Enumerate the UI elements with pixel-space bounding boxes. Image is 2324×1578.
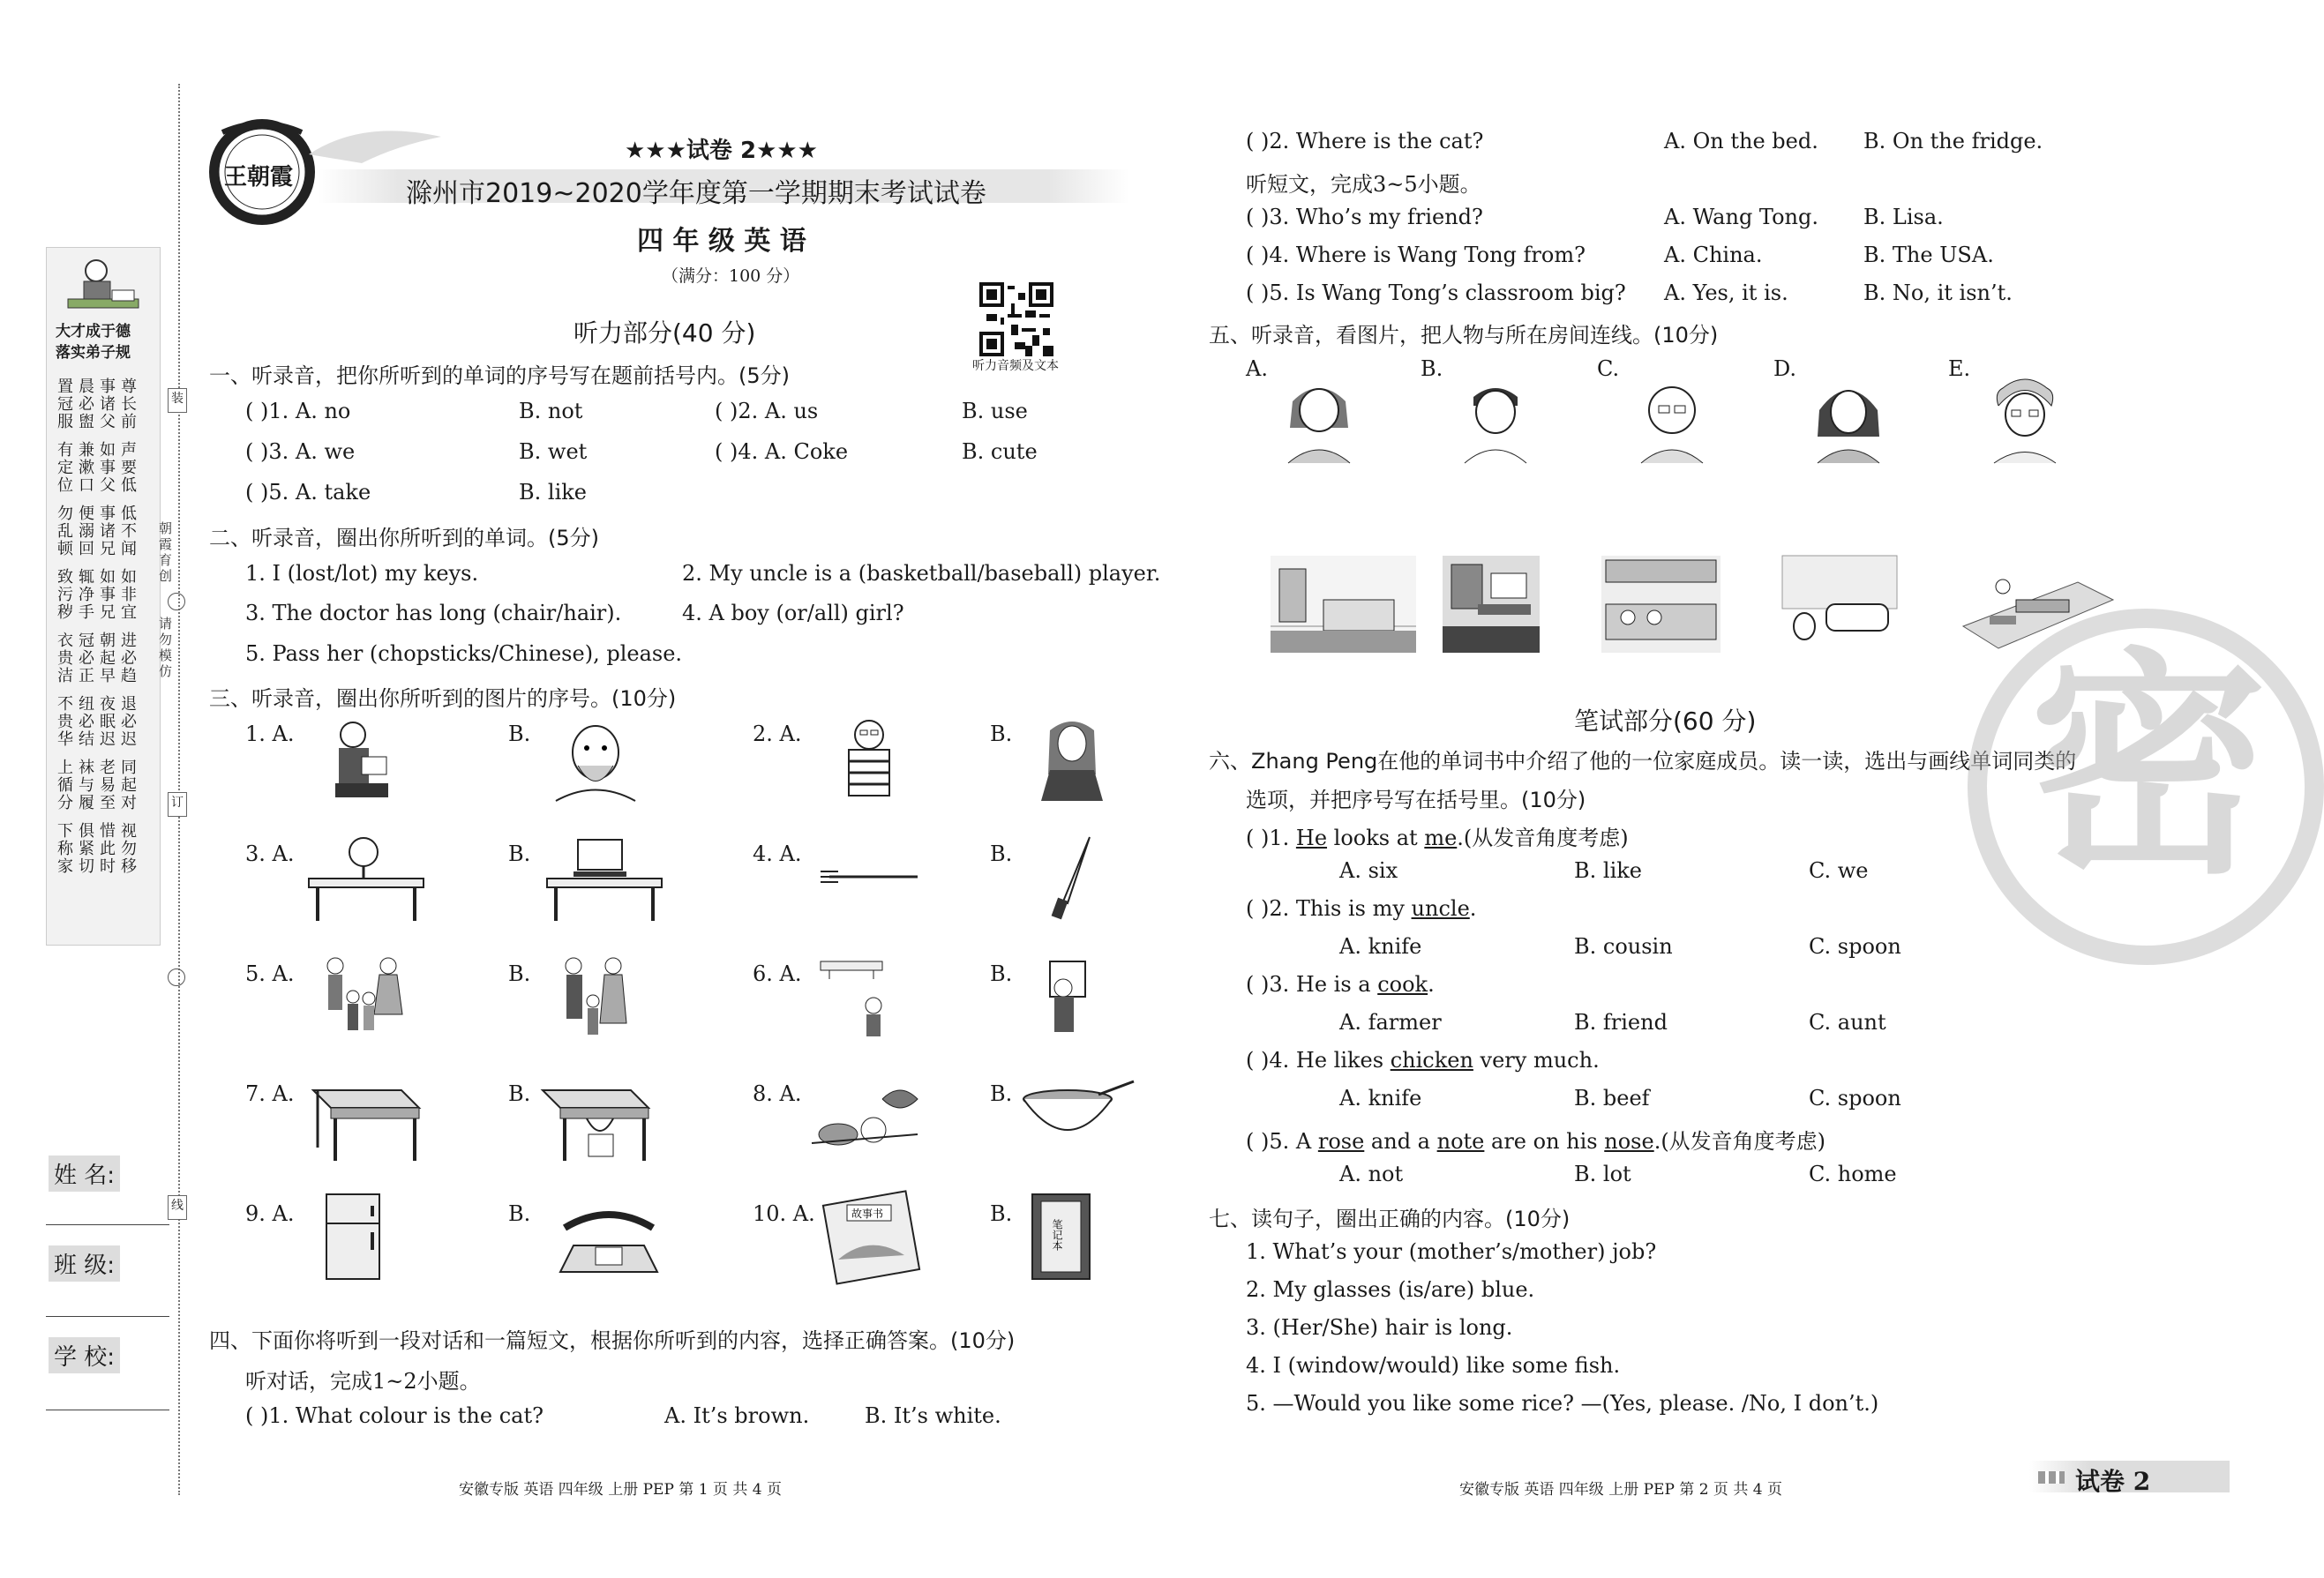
study-picture[interactable] <box>1443 556 1540 653</box>
logo-text: 王朝霞 <box>224 164 294 191</box>
s3-label: 8. A. <box>753 1081 802 1106</box>
s4-q4-a: A. China. <box>1664 243 1763 267</box>
s4-q5: ( )5. Is Wang Tong’s classroom big? <box>1246 280 1626 305</box>
s3-label: B. <box>990 841 1013 866</box>
s4-q3-a: A. Wang Tong. <box>1664 205 1818 229</box>
s3-label: 10. A. <box>753 1201 815 1226</box>
notebook-picture[interactable] <box>1023 1193 1103 1281</box>
full-score: （满分：100 分） <box>662 266 800 286</box>
school-label: 学 校: <box>49 1337 120 1373</box>
poem-row: 上袜老同 <box>57 759 142 777</box>
storybook-picture[interactable] <box>816 1189 931 1286</box>
written-title: 笔试部分(60 分) <box>1574 707 1757 736</box>
s4-q2: ( )2. Where is the cat? <box>1246 129 1484 153</box>
qr-code[interactable] <box>979 282 1053 356</box>
s1-q3: ( )3. A. we <box>245 439 356 464</box>
s4-q1-a: A. It’s brown. <box>664 1403 810 1428</box>
poem-row: 洁正早趋 <box>57 667 142 685</box>
paper-tag: ★★★试卷 2★★★ <box>625 138 818 164</box>
person-label-e: E. <box>1948 356 1971 381</box>
poem-row: 致辄如如 <box>57 568 142 587</box>
class-label: 班 级: <box>49 1245 120 1282</box>
poem-row: 家切时移 <box>57 857 142 876</box>
woman-portrait[interactable] <box>1800 375 1897 463</box>
knife-picture[interactable] <box>1015 833 1129 921</box>
boy-at-window-picture[interactable] <box>1015 953 1129 1041</box>
s6-q1-opt-a: A. six <box>1339 858 1398 883</box>
telephone-picture[interactable] <box>547 1193 671 1281</box>
secret-watermark-char: 密 <box>2029 628 2268 906</box>
s4-q2-a: A. On the bed. <box>1664 129 1818 153</box>
s6-q3-opt-a: A. farmer <box>1339 1010 1442 1035</box>
binding-dotted-line <box>178 84 180 1495</box>
boy-portrait[interactable] <box>1447 375 1544 463</box>
poem-row: 循与易起 <box>57 776 142 795</box>
grandpa-portrait[interactable] <box>1623 375 1721 463</box>
seal-icon <box>168 593 185 610</box>
person-label-c: C. <box>1597 356 1620 381</box>
qr-caption: 听力音频及文本 <box>972 359 1059 373</box>
s4-q4-b: B. The USA. <box>1863 243 1994 267</box>
binding-mark-3: 线 <box>168 1195 187 1220</box>
poem-block <box>57 378 153 886</box>
s2-item-4: 4. A boy (or/all) girl? <box>682 601 904 625</box>
poem-row: 服盥父前 <box>57 413 142 431</box>
family-of-three-picture[interactable] <box>538 953 653 1041</box>
s4-q5-b: B. No, it isn’t. <box>1863 280 2013 305</box>
s3-label: B. <box>508 722 531 746</box>
s4-q4: ( )4. Where is Wang Tong from? <box>1246 243 1586 267</box>
fork-picture[interactable] <box>812 833 926 921</box>
s3-label: 6. A. <box>753 961 802 986</box>
motto-line-2: 落实弟子规 <box>56 344 131 362</box>
woman-long-hair-picture[interactable] <box>1015 713 1129 801</box>
s6-q1-opt-b: B. like <box>1574 858 1642 883</box>
s1-q1-b: B. not <box>519 399 583 423</box>
s3-label: B. <box>990 1201 1013 1226</box>
s4-q3: ( )3. Who’s my friend? <box>1246 205 1483 229</box>
s1-q4: ( )4. A. Coke <box>715 439 849 464</box>
s7-item-1: 1. What’s your (mother’s/mother) job? <box>1246 1239 1657 1264</box>
s3-label: 7. A. <box>245 1081 295 1106</box>
s4-q3-b: B. Lisa. <box>1863 205 1944 229</box>
grandma-portrait[interactable] <box>1976 375 2073 463</box>
motto-line-1: 大才成于德 <box>56 323 131 340</box>
poem-row: 置晨事尊 <box>57 378 142 396</box>
s6-q4-opt-c: C. spoon <box>1809 1086 1901 1111</box>
s2-item-5: 5. Pass her (chopsticks/Chinese), please. <box>245 641 683 666</box>
s6-q2-opt-c: C. spoon <box>1809 934 1901 959</box>
poem-row: 冠必诸长 <box>57 395 142 414</box>
s2-item-1: 1. I (lost/lot) my keys. <box>245 561 479 586</box>
seal-text: 朝霞育创 <box>159 520 173 584</box>
s1-q2-b: B. use <box>962 399 1028 423</box>
table-with-computer-picture[interactable] <box>538 833 671 921</box>
s6-q1: ( )1. He looks at me.(从发音角度考虑) <box>1246 826 1629 850</box>
poem-row: 不纽夜退 <box>57 695 142 714</box>
poem-row: 称紧此勿 <box>57 840 142 858</box>
fridge-picture[interactable] <box>309 1193 424 1281</box>
poem-row: 秽手兄宜 <box>57 603 142 622</box>
vegetables-picture[interactable] <box>803 1073 935 1161</box>
s3-label: B. <box>508 961 531 986</box>
binding-circle <box>168 968 185 986</box>
person-label-a: A. <box>1246 356 1268 381</box>
poem-row: 乱溺诸不 <box>57 522 142 541</box>
poem-row: 位口父低 <box>57 476 142 495</box>
s3-label: B. <box>508 841 531 866</box>
s6-q3: ( )3. He is a cook. <box>1246 972 1435 997</box>
old-man-beard-picture[interactable] <box>538 713 653 801</box>
bathroom-picture[interactable] <box>1782 556 1897 653</box>
s7-item-4: 4. I (window/would) like some fish. <box>1246 1353 1621 1378</box>
s4-q1-b: B. It’s white. <box>865 1403 1001 1428</box>
s6-q5-opt-a: A. not <box>1339 1162 1404 1186</box>
s4-q2-b: B. On the fridge. <box>1863 129 2043 153</box>
warning-text: 请勿模仿 <box>159 616 173 679</box>
poem-row: 下俱惜视 <box>57 822 142 841</box>
s7-item-3: 3. (Her/She) hair is long. <box>1246 1315 1513 1340</box>
binding-mark-1: 装 <box>168 388 187 413</box>
exam-title: 滁州市2019~2020学年度第一学期期末考试试卷 <box>406 178 986 209</box>
poem-row: 污净事非 <box>57 586 142 604</box>
footer-right: 安徽专版 英语 四年级 上册 PEP 第 2 页 共 4 页 <box>1459 1481 1782 1499</box>
s3-label: B. <box>508 1201 531 1226</box>
s3-label: 9. A. <box>245 1201 295 1226</box>
family-of-four-picture[interactable] <box>309 953 424 1041</box>
poem-row: 华结迟迟 <box>57 730 142 749</box>
section-6-title-cont: 选项，并把序号写在括号里。(10分) <box>1246 788 1586 812</box>
name-field-line[interactable] <box>46 1224 169 1225</box>
class-field-line[interactable] <box>46 1316 169 1317</box>
section-2-title: 二、听录音，圈出你所听到的单词。(5分) <box>209 526 599 550</box>
desk-picture[interactable] <box>304 1073 428 1161</box>
page-tag: 试卷 2 <box>2075 1467 2151 1496</box>
bedroom-picture[interactable] <box>1271 556 1416 653</box>
section-3-title: 三、听录音，圈出你所听到的图片的序号。(10分) <box>209 686 677 711</box>
poem-row: 有兼如声 <box>57 441 142 460</box>
s7-item-2: 2. My glasses (is/are) blue. <box>1246 1277 1535 1302</box>
s1-q5: ( )5. A. take <box>245 480 371 505</box>
s3-label: 3. A. <box>245 841 295 866</box>
s6-q4-opt-b: B. beef <box>1574 1086 1650 1111</box>
s6-q1-opt-c: C. we <box>1809 858 1869 883</box>
s6-q4: ( )4. He likes chicken very much. <box>1246 1048 1600 1073</box>
s7-item-5: 5. —Would you like some rice? —(Yes, please. /No, I don’t.) <box>1246 1391 1879 1416</box>
s3-label: B. <box>508 1081 531 1106</box>
s4-intro-passage: 听短文，完成3~5小题。 <box>1246 172 1481 197</box>
s1-q1: ( )1. A. no <box>245 399 351 423</box>
s4-q1: ( )1. What colour is the cat? <box>245 1403 544 1428</box>
section-7-title: 七、读句子，圈出正确的内容。(10分) <box>1209 1207 1571 1231</box>
s6-q2-opt-a: A. knife <box>1339 934 1422 959</box>
kitchen-picture[interactable] <box>1601 556 1721 653</box>
s1-q4-b: B. cute <box>962 439 1038 464</box>
poem-row: 分履至对 <box>57 794 142 812</box>
s2-item-2: 2. My uncle is a (basketball/baseball) player. <box>682 561 1161 586</box>
s3-label: B. <box>990 722 1013 746</box>
s6-q2-opt-b: B. cousin <box>1574 934 1673 959</box>
s3-label: 1. A. <box>245 722 295 746</box>
s1-q3-b: B. wet <box>519 439 588 464</box>
poem-row: 顿回兄闻 <box>57 540 142 558</box>
sidebar-panel <box>46 247 161 946</box>
poem-row: 勿便事低 <box>57 505 142 523</box>
poem-row: 定漱事要 <box>57 459 142 477</box>
person-label-b: B. <box>1421 356 1443 381</box>
section-4-title: 四、下面你将听到一段对话和一篇短文，根据你所听到的内容，选择正确答案。(10分) <box>209 1328 1016 1353</box>
girl-portrait[interactable] <box>1271 375 1368 463</box>
table-with-fan-picture[interactable] <box>300 833 432 921</box>
s3-label: 5. A. <box>245 961 295 986</box>
notebook-title: 笔记本 <box>1051 1219 1063 1251</box>
s2-item-3: 3. The doctor has long (chair/hair). <box>245 601 622 625</box>
s1-q5-b: B. like <box>519 480 587 505</box>
s3-label: 4. A. <box>753 841 802 866</box>
s6-q5-opt-b: B. lot <box>1574 1162 1631 1186</box>
person-label-d: D. <box>1773 356 1797 381</box>
s6-q3-opt-b: B. friend <box>1574 1010 1668 1035</box>
section-6-title: 六、Zhang Peng在他的单词书中介绍了他的一位家庭成员。读一读，选出与画线单词同类的 <box>1209 749 2077 774</box>
soup-bowl-picture[interactable] <box>1015 1073 1138 1161</box>
ribbon-decoration <box>309 110 450 163</box>
s6-q3-opt-c: C. aunt <box>1809 1010 1886 1035</box>
poem-row: 衣冠朝进 <box>57 632 142 650</box>
s6-q5-opt-c: C. home <box>1809 1162 1897 1186</box>
s6-q4-opt-a: A. knife <box>1339 1086 1422 1111</box>
s3-label: B. <box>990 961 1013 986</box>
s1-q2: ( )2. A. us <box>715 399 819 423</box>
section-5-title: 五、听录音，看图片，把人物与所在房间连线。(10分) <box>1209 323 1719 348</box>
poem-row: 贵必起必 <box>57 649 142 668</box>
s6-q2: ( )2. This is my uncle. <box>1246 896 1477 921</box>
s4-intro-dialog: 听对话，完成1~2小题。 <box>245 1369 481 1394</box>
name-label: 姓 名: <box>49 1155 120 1192</box>
boy-with-lamp-picture[interactable] <box>812 953 926 1041</box>
poem-row: 贵必眠必 <box>57 713 142 731</box>
storybook-title: 故事书 <box>851 1208 884 1220</box>
s3-label: B. <box>990 1081 1013 1106</box>
man-reading-picture[interactable] <box>309 713 424 801</box>
page-tag-squares <box>2038 1471 2065 1484</box>
s4-q5-a: A. Yes, it is. <box>1664 280 1788 305</box>
binding-mark-2: 订 <box>168 792 187 817</box>
footer-left: 安徽专版 英语 四年级 上册 PEP 第 1 页 共 4 页 <box>459 1481 782 1499</box>
scholar-illustration <box>59 255 147 317</box>
section-1-title: 一、听录音，把你所听到的单词的序号写在题前括号内。(5分) <box>209 363 790 388</box>
subject-title: 四 年 级 英 语 <box>637 226 806 257</box>
listening-title: 听力部分(40 分) <box>574 318 756 348</box>
boy-glasses-sweater-picture[interactable] <box>812 713 926 801</box>
s6-q5: ( )5. A rose and a note are on his nose.(从发音角度考虑) <box>1246 1129 1826 1154</box>
s3-label: 2. A. <box>753 722 802 746</box>
desk-with-bag-picture[interactable] <box>534 1073 657 1161</box>
